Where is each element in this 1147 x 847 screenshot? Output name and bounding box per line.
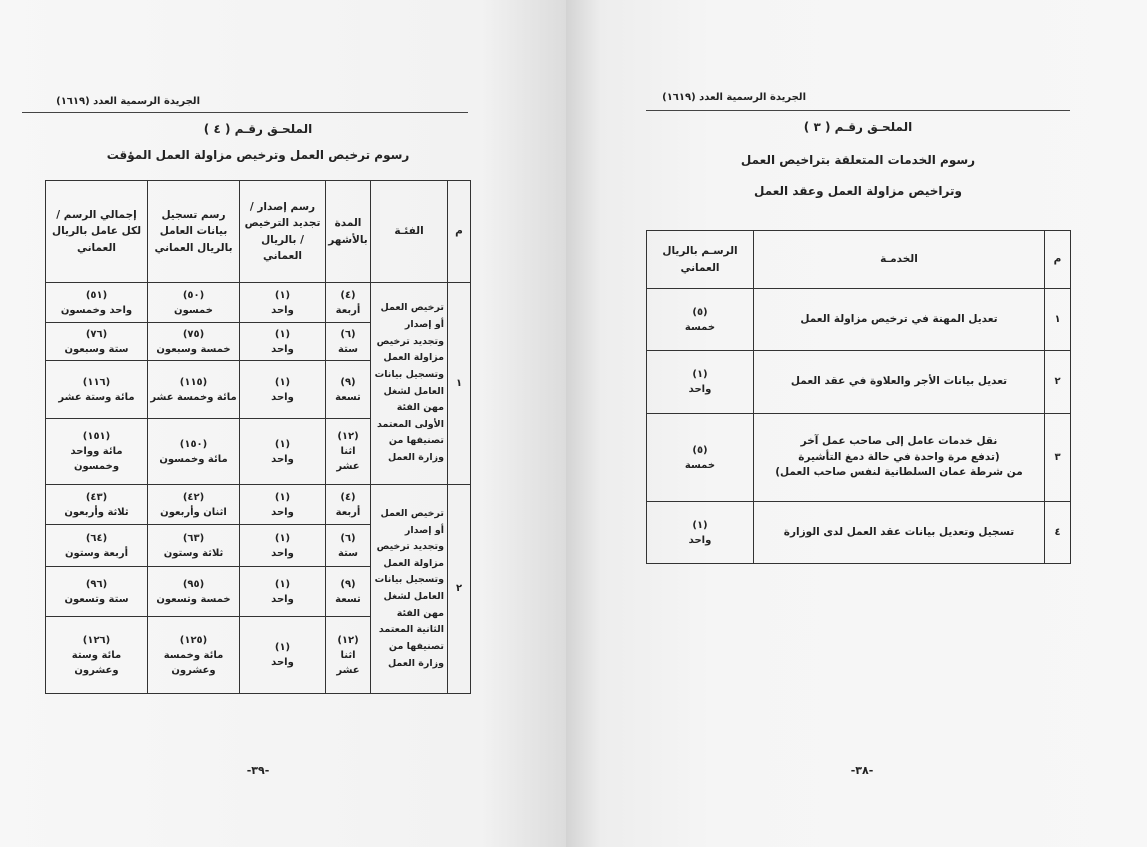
services-table-body — [647, 289, 1071, 564]
registration-fee-cell — [148, 617, 240, 694]
table-title-line-1: رسوم الخدمات المتعلقة بتراخيص العمل — [740, 153, 976, 167]
table-row — [46, 485, 471, 525]
table-row — [647, 289, 1071, 351]
registration-fee-cell — [148, 419, 240, 485]
service-text-line-3: من شرطة عمان السلطانية لنفس صاحب العمل) — [775, 466, 1023, 479]
total-fee-words: مائة وواحد وخمسون — [70, 446, 123, 472]
issue-fee-words: واحد — [271, 657, 294, 668]
duration-number: (١٢) — [337, 634, 359, 646]
col-header-total-fee: إجمالي الرسم / لكل عامل بالريال العماني — [46, 181, 148, 283]
right-page — [566, 0, 1147, 847]
table-row — [46, 283, 471, 323]
issue-fee-cell — [240, 525, 326, 567]
total-fee-number: (١٢٦) — [82, 634, 111, 646]
col-header-issue-fee: رسم إصدار / تجديد الترخيص / بالريال العماني — [240, 181, 326, 283]
registration-fee-cell — [148, 525, 240, 567]
issue-fee-words: واحد — [271, 593, 294, 605]
table-title: رسوم ترخيص العمل وترخيص مزاولة العمل المؤقت — [106, 148, 410, 162]
duration-number: (٩) — [340, 578, 356, 590]
total-fee-words: مائة وستة عشر — [58, 391, 135, 403]
fee-cell — [647, 414, 754, 502]
col-header-fee: الرسـم بالريال العماني — [647, 231, 754, 289]
issue-fee-words: واحد — [271, 343, 294, 355]
total-fee-number: (٩٦) — [85, 578, 108, 590]
registration-fee-number: (١١٥) — [179, 376, 208, 388]
registration-fee-words: خمسون — [174, 304, 213, 316]
table-row — [647, 351, 1071, 414]
header-rule — [22, 112, 468, 113]
issue-fee-cell — [240, 485, 326, 525]
total-fee-words: ستة وسبعون — [64, 343, 129, 355]
col-header-registration-fee: رسم تسجيل بيانات العامل بالريال العماني — [148, 181, 240, 283]
category-cell: ترخيص العمل أو إصدار وتجديد ترخيص مزاولة العمل وتسجيل بيانات العامل لشغل مهن الفئة الثانية المعتمد تصنيفها من وزارة العمل — [371, 485, 448, 694]
fee-number: (٥) — [692, 306, 708, 318]
duration-cell — [326, 525, 371, 567]
service-text: تعديل بيانات الأجر والعلاوة في عقد العمل — [790, 375, 1008, 388]
annex-title: الملحـق رقـم ( ٤ ) — [203, 122, 313, 136]
duration-cell — [326, 485, 371, 525]
total-fee-number: (٦٤) — [85, 532, 108, 544]
registration-fee-cell — [148, 283, 240, 323]
fee-cell — [647, 351, 754, 414]
total-fee-words: أربعة وستون — [64, 547, 129, 559]
col-header-number: م — [448, 181, 471, 283]
fee-cell — [647, 289, 754, 351]
fees-table-annex-3 — [646, 230, 1071, 564]
registration-fee-words: اثنان وأربعون — [160, 506, 227, 518]
issue-fee-words: واحد — [271, 453, 294, 465]
fee-number: (١) — [692, 369, 708, 380]
row-number: ٣ — [1045, 414, 1071, 502]
total-fee-words: ثلاثة وأربعون — [64, 506, 129, 518]
header-rule — [646, 110, 1070, 111]
registration-fee-words: مائة وخمسون — [159, 453, 228, 465]
registration-fee-cell — [148, 485, 240, 525]
issue-fee-words: واحد — [271, 304, 294, 316]
category-cell: ترخيص العمل أو إصدار وتجديد ترخيص مزاولة العمل وتسجيل بيانات العامل لشغل مهن الفئة الأولى المعتمد تصنيفها من وزارة العمل — [371, 283, 448, 485]
issue-fee-words: واحد — [271, 506, 294, 518]
running-head: الجريدة الرسمية العدد (١٦١٩) — [662, 92, 806, 103]
registration-fee-number: (٤٢) — [182, 491, 205, 503]
issue-fee-number: (١) — [274, 328, 291, 340]
fee-words: واحد — [688, 534, 712, 546]
service-cell — [754, 414, 1045, 502]
total-fee-words: مائة وستة وعشرون — [71, 649, 122, 676]
duration-words: ستة — [338, 343, 358, 355]
service-text-line-2: (تدفع مرة واحدة في حالة دمغ التأشيرة — [798, 450, 1000, 463]
issue-fee-cell — [240, 361, 326, 419]
fee-cell — [647, 502, 754, 564]
issue-fee-number: (١) — [274, 491, 291, 503]
table-row — [647, 502, 1071, 564]
registration-fee-words: خمسة وسبعون — [156, 343, 231, 355]
service-cell — [754, 289, 1045, 351]
registration-fee-number: (٥٠) — [182, 289, 205, 301]
issue-fee-number: (١) — [274, 438, 291, 450]
row-number: ١ — [1045, 289, 1071, 351]
total-fee-cell — [46, 323, 148, 361]
duration-words: اثنا عشر — [336, 446, 360, 472]
row-number: ٤ — [1045, 502, 1071, 564]
registration-fee-words: مائة وخمسة وعشرون — [163, 649, 224, 676]
duration-words: اثنا عشر — [336, 649, 360, 676]
registration-fee-number: (١٢٥) — [179, 634, 208, 646]
issue-fee-words: واحد — [271, 547, 294, 559]
total-fee-number: (٤٣) — [85, 491, 108, 503]
total-fee-cell — [46, 283, 148, 323]
row-number: ٢ — [1045, 351, 1071, 414]
fees-table-body — [46, 283, 471, 694]
duration-cell — [326, 567, 371, 617]
issue-fee-number: (١) — [274, 532, 291, 544]
registration-fee-cell — [148, 323, 240, 361]
duration-cell — [326, 361, 371, 419]
total-fee-cell — [46, 419, 148, 485]
col-header-number: م — [1045, 231, 1071, 289]
duration-number: (٦) — [340, 328, 356, 340]
table-header-row — [46, 181, 471, 283]
total-fee-cell — [46, 525, 148, 567]
total-fee-number: (١١٦) — [82, 376, 111, 388]
table-header-row — [647, 231, 1071, 289]
registration-fee-cell — [148, 567, 240, 617]
registration-fee-number: (٩٥) — [182, 578, 205, 590]
duration-words: أربعة — [335, 304, 361, 316]
fee-number: (١) — [692, 519, 708, 531]
service-text: تعديل المهنة في ترخيص مزاولة العمل — [800, 312, 998, 325]
registration-fee-cell — [148, 361, 240, 419]
total-fee-words: واحد وخمسون — [60, 304, 133, 316]
total-fee-cell — [46, 361, 148, 419]
duration-words: أربعة — [335, 506, 361, 518]
left-page — [0, 0, 566, 847]
service-cell — [754, 502, 1045, 564]
col-header-category: الفئـة — [371, 181, 448, 283]
row-number: ٢ — [448, 485, 471, 694]
total-fee-number: (٧٦) — [85, 328, 108, 340]
registration-fee-number: (٧٥) — [182, 328, 205, 340]
issue-fee-cell — [240, 617, 326, 694]
duration-number: (٤) — [340, 289, 356, 301]
total-fee-cell — [46, 567, 148, 617]
issue-fee-cell — [240, 323, 326, 361]
registration-fee-words: مائة وخمسة عشر — [150, 391, 237, 403]
duration-cell — [326, 323, 371, 361]
service-cell — [754, 351, 1045, 414]
issue-fee-cell — [240, 567, 326, 617]
duration-number: (١٢) — [337, 431, 359, 442]
fee-number: (٥) — [692, 444, 708, 456]
fee-words: خمسة — [684, 459, 716, 471]
table-row — [647, 414, 1071, 502]
registration-fee-words: ثلاثة وستون — [163, 547, 224, 559]
issue-fee-words: واحد — [271, 391, 294, 403]
total-fee-number: (١٥١) — [82, 431, 111, 442]
duration-words: ستة — [338, 547, 358, 559]
issue-fee-number: (١) — [274, 376, 291, 388]
total-fee-number: (٥١) — [85, 289, 108, 301]
annex-title: الملحـق رقـم ( ٣ ) — [803, 120, 913, 134]
page-number: -٣٩- — [246, 764, 270, 777]
duration-number: (٤) — [340, 491, 356, 503]
service-text: نقل خدمات عامل إلى صاحب عمل آخر — [800, 434, 998, 447]
duration-cell — [326, 283, 371, 323]
total-fee-cell — [46, 617, 148, 694]
page-number: -٣٨- — [850, 764, 874, 777]
registration-fee-words: خمسة وتسعون — [156, 593, 231, 605]
issue-fee-number: (١) — [274, 289, 291, 301]
registration-fee-number: (٦٣) — [182, 532, 205, 544]
col-header-service: الخدمـة — [754, 231, 1045, 289]
table-title-line-2: وتراخيص مزاولة العمل وعقد العمل — [754, 184, 962, 198]
service-text: تسجيل وتعديل بيانات عقد العمل لدى الوزارة — [783, 525, 1015, 538]
col-header-duration: المدة بالأشهر — [326, 181, 371, 283]
duration-cell — [326, 419, 371, 485]
fees-table-annex-4 — [45, 180, 471, 694]
running-head: الجريدة الرسمية العدد (١٦١٩) — [56, 96, 200, 107]
issue-fee-cell — [240, 419, 326, 485]
row-number: ١ — [448, 283, 471, 485]
duration-number: (٩) — [340, 376, 356, 388]
duration-number: (٦) — [340, 532, 356, 544]
fee-words: واحد — [688, 384, 712, 395]
registration-fee-number: (١٥٠) — [179, 438, 208, 450]
fee-words: خمسة — [684, 321, 716, 333]
duration-words: تسعة — [335, 391, 361, 403]
duration-cell — [326, 617, 371, 694]
total-fee-cell — [46, 485, 148, 525]
issue-fee-cell — [240, 283, 326, 323]
duration-words: تسعة — [335, 593, 361, 605]
issue-fee-number: (١) — [274, 578, 291, 590]
issue-fee-number: (١) — [274, 642, 291, 653]
total-fee-words: ستة وتسعون — [64, 593, 129, 605]
